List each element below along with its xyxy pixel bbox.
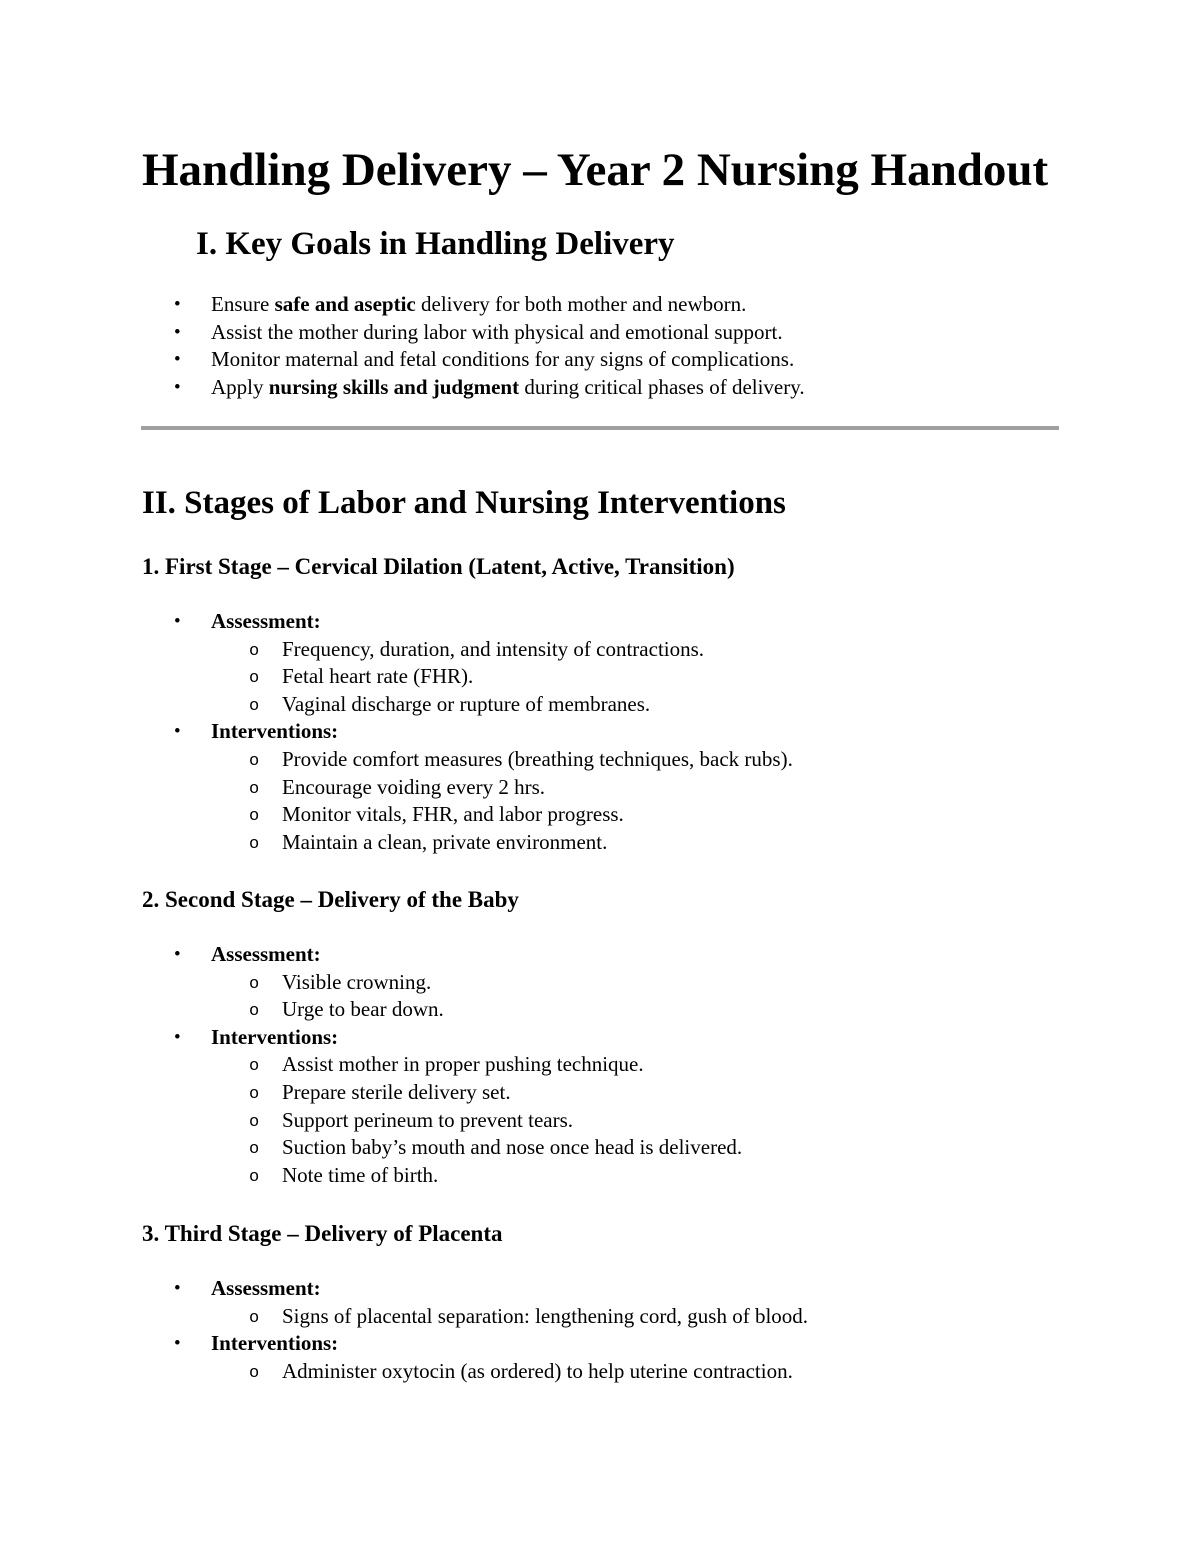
circle-bullet-icon: o xyxy=(249,669,260,689)
sub-list-item: o Maintain a clean, private environment. xyxy=(211,829,793,857)
interventions-label: Interventions: xyxy=(211,1331,339,1356)
list-item xyxy=(0,941,742,1024)
bullet-icon: • xyxy=(174,721,181,743)
circle-bullet-icon: o xyxy=(249,1140,260,1160)
stage-1-list xyxy=(0,608,793,856)
sub-list-item: o Suction baby’s mouth and nose once head is delivered. xyxy=(211,1134,742,1162)
sub-list-item: o Urge to bear down. xyxy=(211,996,742,1024)
bullet-icon: • xyxy=(174,1278,181,1299)
circle-bullet-icon: o xyxy=(249,779,260,799)
sub-list-item: o Monitor vitals, FHR, and labor progress. xyxy=(211,801,793,829)
section-1-heading: I. Key Goals in Handling Delivery xyxy=(196,226,675,262)
circle-bullet-icon: o xyxy=(249,751,260,771)
circle-bullet-icon: o xyxy=(249,834,260,854)
interventions-list xyxy=(211,1051,742,1189)
document-title: Handling Delivery – Year 2 Nursing Handout xyxy=(142,144,1049,196)
bullet-icon: • xyxy=(174,944,181,965)
sub-list-item: o Signs of placental separation: lengthening cord, gush of blood. xyxy=(211,1303,808,1331)
circle-bullet-icon: o xyxy=(249,641,260,661)
sub-list-item: o Vaginal discharge or rupture of membranes. xyxy=(211,691,793,719)
assessment-list xyxy=(211,969,742,1024)
list-item xyxy=(0,718,793,856)
bullet-icon: • xyxy=(174,294,181,315)
circle-bullet-icon: o xyxy=(249,1167,260,1187)
stage-3-heading: 3. Third Stage – Delivery of Placenta xyxy=(142,1221,503,1246)
bullet-icon: • xyxy=(174,611,181,632)
list-item: • Assist the mother during labor with physical and emotional support. xyxy=(0,319,805,347)
list-item: • Apply nursing skills and judgment during critical phases of delivery. xyxy=(0,374,805,402)
list-item: • Monitor maternal and fetal conditions for any signs of complications. xyxy=(0,346,805,374)
sub-list-item: o Encourage voiding every 2 hrs. xyxy=(211,774,793,802)
interventions-list xyxy=(211,746,793,856)
circle-bullet-icon: o xyxy=(249,1308,260,1328)
assessment-list xyxy=(211,1303,808,1331)
bullet-icon: • xyxy=(174,1333,181,1355)
circle-bullet-icon: o xyxy=(249,1363,260,1383)
sub-list-item: o Administer oxytocin (as ordered) to help uterine contraction. xyxy=(211,1358,808,1386)
sub-list-item: o Prepare sterile delivery set. xyxy=(211,1079,742,1107)
stage-2-list xyxy=(0,941,742,1189)
interventions-list xyxy=(211,1358,808,1386)
circle-bullet-icon: o xyxy=(249,974,260,994)
horizontal-divider xyxy=(141,426,1059,430)
stage-3-list xyxy=(0,1275,808,1385)
assessment-label: Assessment: xyxy=(211,1276,321,1300)
circle-bullet-icon: o xyxy=(249,1002,260,1022)
sub-list-item: o Fetal heart rate (FHR). xyxy=(211,663,793,691)
circle-bullet-icon: o xyxy=(249,696,260,716)
assessment-label: Assessment: xyxy=(211,609,321,633)
assessment-list xyxy=(211,636,793,719)
bullet-icon: • xyxy=(174,321,181,343)
interventions-label: Interventions: xyxy=(211,1024,339,1049)
list-item xyxy=(0,1330,808,1385)
interventions-label: Interventions: xyxy=(211,719,339,744)
assessment-label: Assessment: xyxy=(211,942,321,966)
sub-list-item: o Note time of birth. xyxy=(211,1162,742,1190)
bullet-icon: • xyxy=(174,349,181,371)
key-goals-list xyxy=(0,291,805,401)
list-item xyxy=(0,1024,742,1190)
sub-list-item: o Support perineum to prevent tears. xyxy=(211,1107,742,1135)
list-item xyxy=(0,1275,808,1330)
stage-1-heading: 1. First Stage – Cervical Dilation (Latent, Active, Transition) xyxy=(142,554,735,579)
sub-list-item: o Provide comfort measures (breathing techniques, back rubs). xyxy=(211,746,793,774)
circle-bullet-icon: o xyxy=(249,1057,260,1077)
circle-bullet-icon: o xyxy=(249,1084,260,1104)
sub-list-item: o Frequency, duration, and intensity of contractions. xyxy=(211,636,793,664)
bullet-icon: • xyxy=(174,1026,181,1048)
sub-list-item: o Visible crowning. xyxy=(211,969,742,997)
bullet-icon: • xyxy=(174,376,181,398)
circle-bullet-icon: o xyxy=(249,1112,260,1132)
section-2-heading: II. Stages of Labor and Nursing Interventions xyxy=(142,485,786,521)
circle-bullet-icon: o xyxy=(249,807,260,827)
list-item: • Ensure safe and aseptic delivery for both mother and newborn. xyxy=(0,291,805,319)
list-item xyxy=(0,608,793,718)
stage-2-heading: 2. Second Stage – Delivery of the Baby xyxy=(142,887,519,912)
sub-list-item: o Assist mother in proper pushing technique. xyxy=(211,1051,742,1079)
